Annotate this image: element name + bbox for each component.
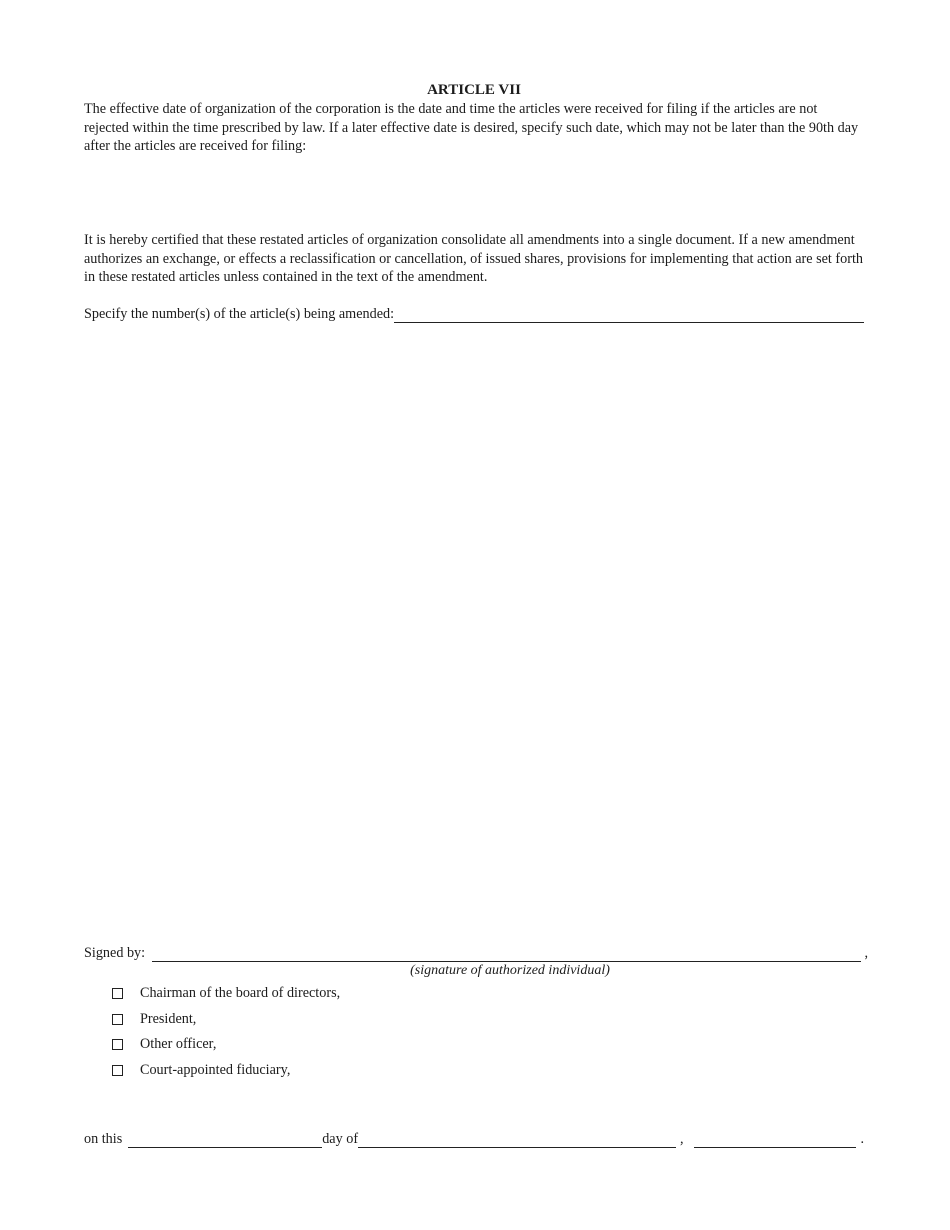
article-title: ARTICLE VII xyxy=(427,82,521,98)
checkbox[interactable] xyxy=(112,1065,123,1076)
month-field[interactable] xyxy=(358,1133,676,1148)
role-label: Court-appointed fiduciary, xyxy=(140,1061,291,1078)
signature-row xyxy=(84,944,868,962)
amended-articles-label: Specify the number(s) of the article(s) being amended: xyxy=(84,306,395,322)
checkbox[interactable] xyxy=(112,1014,123,1025)
role-label: Chairman of the board of directors, xyxy=(140,985,341,1002)
role-options xyxy=(112,981,340,1083)
date-row xyxy=(84,1130,868,1148)
effective-date-paragraph: The effective date of organization of the corporation is the date and time the articles were received for filing if the articles are not rejected within the time prescribed by law. If a later effective date is desired, specify such date, which may not be later than the 90th day after the articles are received for filing: xyxy=(84,101,859,154)
amended-articles-field[interactable] xyxy=(394,308,864,323)
role-option-other-officer[interactable] xyxy=(112,1032,340,1058)
year-field[interactable] xyxy=(694,1133,857,1148)
signature-field[interactable] xyxy=(152,947,861,962)
certification-paragraph: It is hereby certified that these restated articles of organization consolidate all amendments into a single document. If a new amendment authorizes an exchange, or effects a reclassification or cancellation, of issued shares, provisions for implementing that action are set forth in these restated articles unless contained in the text of the amendment. xyxy=(84,232,863,285)
role-option-fiduciary[interactable] xyxy=(112,1058,340,1084)
checkbox[interactable] xyxy=(112,988,123,999)
signature-caption: (signature of authorized individual) xyxy=(410,963,610,978)
date-period: . xyxy=(860,1131,864,1147)
signed-by-label: Signed by: xyxy=(84,945,146,961)
checkbox[interactable] xyxy=(112,1039,123,1050)
role-option-president[interactable] xyxy=(112,1007,340,1033)
day-of-label: day of xyxy=(322,1131,359,1147)
amended-articles-row xyxy=(84,305,864,323)
day-field[interactable] xyxy=(128,1133,322,1148)
role-option-chairman[interactable] xyxy=(112,981,340,1007)
on-this-label: on this xyxy=(84,1131,123,1147)
role-label: Other officer, xyxy=(140,1036,217,1053)
signature-comma: , xyxy=(864,945,868,961)
role-label: President, xyxy=(140,1010,197,1027)
date-comma: , xyxy=(679,1131,684,1147)
